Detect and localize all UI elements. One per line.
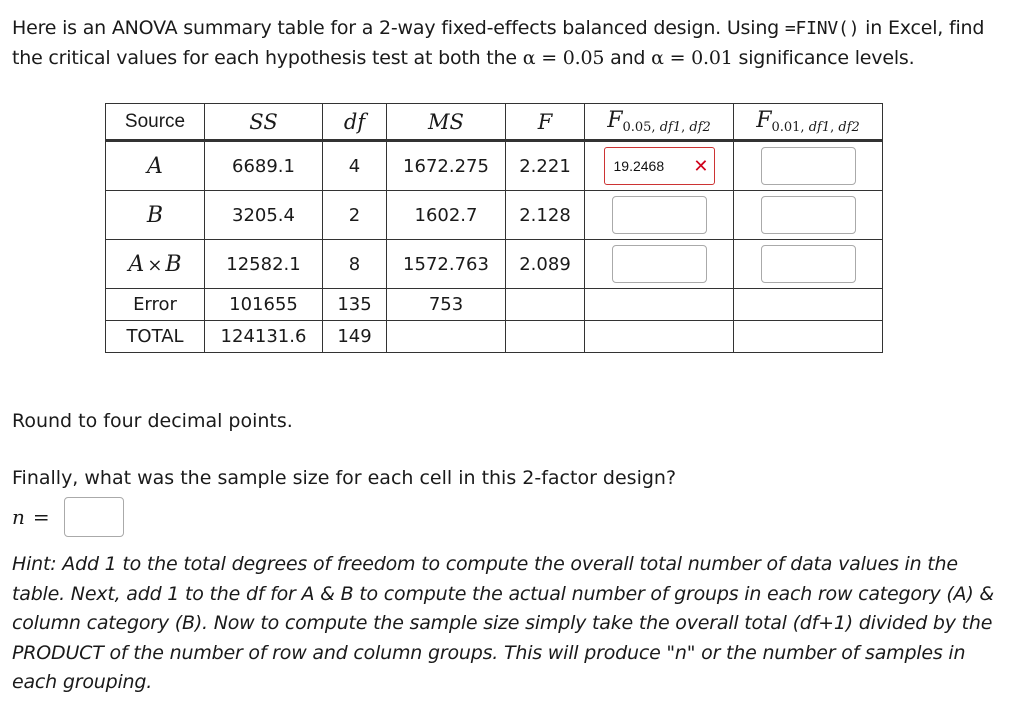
- intro-text-1: Here is an ANOVA summary table for a 2-way fixed-effects balanced design. Using: [12, 17, 785, 39]
- fcrit-005-b-cell: [585, 191, 734, 240]
- intro-and: and: [604, 46, 652, 69]
- df-cell: 135: [323, 289, 387, 321]
- table-row-b: [106, 191, 883, 240]
- fcrit-001-a-cell: [734, 141, 883, 191]
- ms-cell: 1572.763: [387, 240, 506, 289]
- table-row-a: [106, 141, 883, 191]
- source-cell: TOTAL: [106, 321, 205, 353]
- header-ss: SS: [205, 104, 323, 141]
- fcrit-005-a-cell: [585, 141, 734, 191]
- ss-cell: 6689.1: [205, 141, 323, 191]
- header-df: df: [323, 104, 387, 141]
- header-fcrit-001: $F_{0.01, df1, df2}$: [734, 104, 883, 141]
- source-cell: Error: [106, 289, 205, 321]
- table-row-error: [106, 289, 883, 321]
- incorrect-x-icon: ✕: [693, 155, 709, 176]
- f-cell: 2.128: [506, 191, 585, 240]
- ss-cell: 3205.4: [205, 191, 323, 240]
- hint-text: Hint: Add 1 to the total degrees of freedom to compute the overall total number of data values in the table. Next, add 1 to the df for A & B to compute the actual number of groups in each row category (A) & column category (B). Now to compute the sample size simply take the overall total (df+1) divided by the PRODUCT of the number of row and column groups. This will produce "n" or the number of samples in each grouping.: [12, 553, 995, 693]
- empty-cell: [585, 321, 734, 353]
- ss-cell: 12582.1: [205, 240, 323, 289]
- alpha-001-label: α = 0.01: [651, 46, 733, 69]
- fcrit-005-axb-input[interactable]: [612, 245, 707, 283]
- table-row-total: [106, 321, 883, 353]
- df-cell: 2: [323, 191, 387, 240]
- finv-function-text: =FINV(): [784, 18, 860, 39]
- header-fcrit-005: $F_{0.05, df1, df2}$: [585, 104, 734, 141]
- fcrit-001-a-input[interactable]: [761, 147, 856, 185]
- empty-cell: [585, 289, 734, 321]
- final-question: Finally, what was the sample size for each cell in this 2-factor design?: [12, 467, 677, 489]
- df-cell: 8: [323, 240, 387, 289]
- header-ms: MS: [387, 104, 506, 141]
- source-cell: A × B: [106, 240, 205, 289]
- n-equals: =: [32, 505, 50, 529]
- anova-table: [105, 103, 883, 353]
- round-note: Round to four decimal points.: [12, 410, 293, 432]
- empty-cell: [387, 321, 506, 353]
- fcrit-001-b-input[interactable]: [761, 196, 856, 234]
- empty-cell: [734, 289, 883, 321]
- fcrit-005-a-value: 19.2468: [613, 158, 665, 174]
- question-intro: [12, 14, 1007, 73]
- df-cell: 4: [323, 141, 387, 191]
- fcrit-001-axb-input[interactable]: [761, 245, 856, 283]
- sample-size-row: [12, 497, 124, 537]
- header-source: Source: [106, 104, 205, 141]
- fcrit-005-b-input[interactable]: [612, 196, 707, 234]
- f-cell: [506, 289, 585, 321]
- intro-text-3: significance levels.: [732, 46, 915, 69]
- fcrit-001-axb-cell: [734, 240, 883, 289]
- ms-cell: 753: [387, 289, 506, 321]
- f-cell: 2.089: [506, 240, 585, 289]
- fcrit-005-a-input[interactable]: [604, 147, 715, 185]
- source-cell: B: [106, 191, 205, 240]
- table-header-row: [106, 104, 883, 141]
- fcrit-005-axb-cell: [585, 240, 734, 289]
- ms-cell: 1602.7: [387, 191, 506, 240]
- header-f: F: [506, 104, 585, 141]
- ms-cell: 1672.275: [387, 141, 506, 191]
- empty-cell: [734, 321, 883, 353]
- sample-size-input[interactable]: [64, 497, 124, 537]
- alpha-005-label: α = 0.05: [522, 46, 605, 69]
- n-label: n: [12, 505, 25, 529]
- fcrit-001-b-cell: [734, 191, 883, 240]
- ss-cell: 101655: [205, 289, 323, 321]
- intro-text-2: in Excel, find the critical values for each hypothesis test at both the: [12, 17, 985, 69]
- df-cell: 149: [323, 321, 387, 353]
- source-cell: A: [106, 141, 205, 191]
- table-row-axb: [106, 240, 883, 289]
- f-cell: 2.221: [506, 141, 585, 191]
- ss-cell: 124131.6: [205, 321, 323, 353]
- empty-cell: [506, 321, 585, 353]
